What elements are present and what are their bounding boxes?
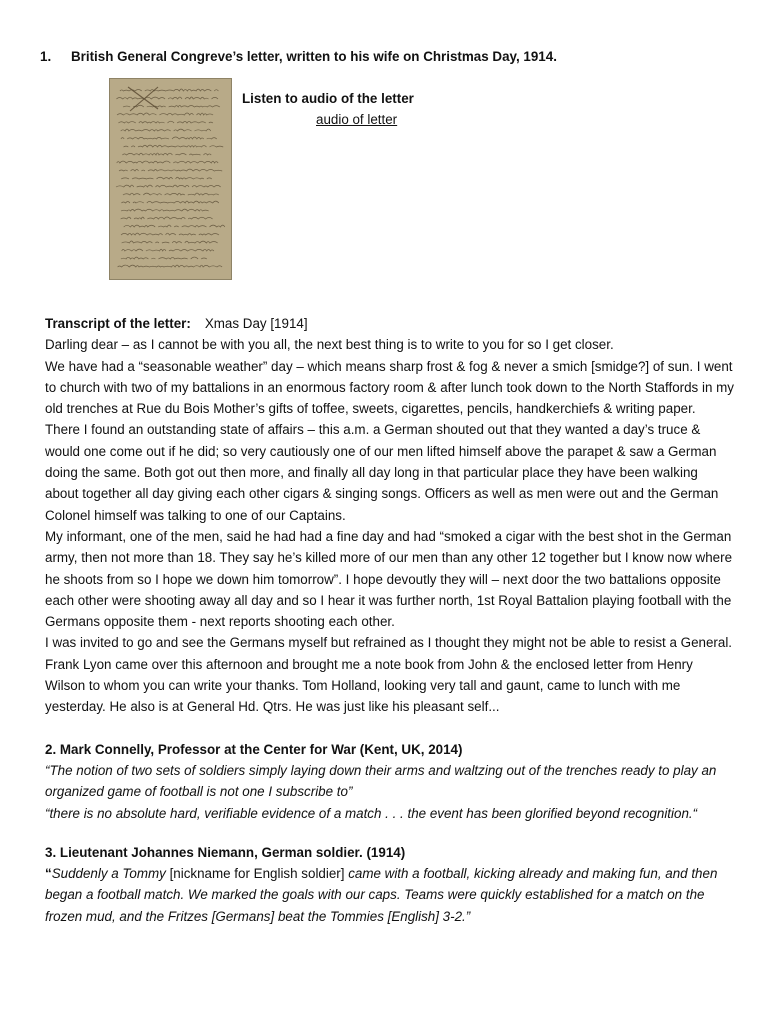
connelly-quote-1: “The notion of two sets of soldiers simply laying down their arms and waltzing out of the trenches ready to play an organized game of football is not one I subscribe to” <box>45 762 717 800</box>
section-1-number: 1. <box>40 49 52 64</box>
section-3-heading: 3. Lieutenant Johannes Niemann, German soldier. (1914) <box>45 844 406 860</box>
transcript-label: Transcript of the letter: <box>45 316 191 331</box>
niemann-open-quote: “ <box>45 866 52 882</box>
connelly-quote-2: “there is no absolute hard, verifiable evidence of a match . . . the event has been glorified beyond recognition.“ <box>45 805 698 821</box>
niemann-quote-part-2: came with a football, kicking already and making fun, and then began a football match. We marked the goals with our caps. Teams were quickly established for a match on the frozen mud, and the Fritzes [Germans] beat the Tommies [English] 3-2.” <box>45 866 718 924</box>
niemann-quote-bracket-note: [nickname for English soldier] <box>169 866 349 882</box>
listen-audio-label: Listen to audio of the letter <box>242 91 414 106</box>
niemann-quote <box>45 863 735 927</box>
handwriting-scribbles <box>110 79 231 279</box>
transcript-paragraph: We have had a “seasonable weather” day – which means sharp frost & fog & never a smich [smidge?] of sun. I went to church with two of my battalions in an enormous factory room & after lunch took down to the North Staffords in my old trenches at Rue du Bois Mother’s gifts of toffee, sweets, cigarettes, pencils, handkerchiefs & writing paper. <box>45 358 734 417</box>
transcript-paragraph: Darling dear – as I cannot be with you all, the next best thing is to write to you for so I get closer. <box>45 337 614 353</box>
transcript-paragraph: There I found an outstanding state of affairs – this a.m. a German shouted out that they wanted a day’s truce & would one come out if he did; so very cautiously one of our men lifted himself above the parapet & saw a German doing the same. Both got out then more, and finally all day long in that particular place they have been walking about together all day giving each other cigars & singing songs. Officers as well as men were out and the German Colonel himself was talking to one of our Captains. <box>45 422 719 523</box>
handwritten-letter-image <box>109 78 232 280</box>
niemann-quote-part-1: Suddenly a Tommy <box>51 866 170 882</box>
section-1-heading <box>40 49 557 64</box>
document-body <box>45 313 735 927</box>
transcript-paragraph: I was invited to go and see the Germans myself but refrained as I thought they might not be able to resist a General. Frank Lyon came over this afternoon and brought me a note book from John & the enclosed letter from Henry Wilson to whom you can write your thanks. Tom Holland, looking very tall and gaunt, came to lunch with me yesterday. He also is at General Hd. Qtrs. He was just like his pleasant self... <box>45 635 733 715</box>
transcript-date: Xmas Day [1914] <box>204 316 308 331</box>
transcript-heading-line <box>45 313 735 334</box>
audio-of-letter-link[interactable]: audio of letter <box>316 112 398 127</box>
section-2-heading: 2. Mark Connelly, Professor at the Center for War (Kent, UK, 2014) <box>45 741 463 757</box>
section-1-title: British General Congreve’s letter, written to his wife on Christmas Day, 1914. <box>71 49 557 64</box>
transcript-paragraph: My informant, one of the men, said he had had a fine day and had “smoked a cigar with the best shot in the German army, then not more than 18. They say he’s killed more of our men than any other 12 together but I know now where he shoots from so I hope we down him tomorrow”. I hope devoutly they will – next door the two battalions opposite each other were shooting away all day and so I hear it was further north, 1st Royal Battalion playing football with the Germans opposite them - next reports shooting each other. <box>45 528 733 630</box>
